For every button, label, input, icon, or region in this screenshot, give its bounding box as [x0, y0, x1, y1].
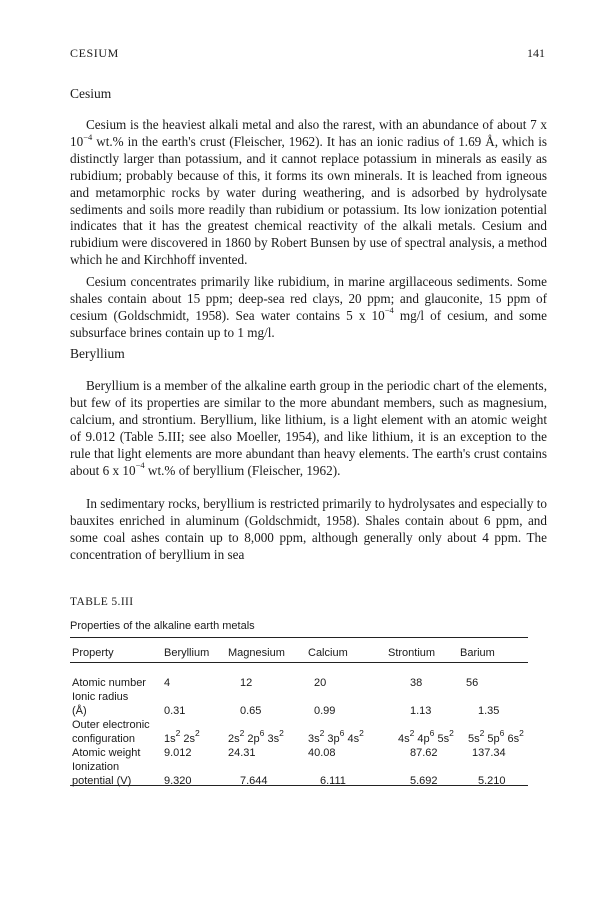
electron-count: 2	[195, 728, 200, 739]
table-cell: 9.012	[164, 747, 192, 759]
orbital: 5p	[484, 733, 500, 745]
table-bottom-rule	[70, 785, 528, 786]
paragraph-text: In sedimentary rocks, beryllium is restricted primarily to hydrolysates and especially to bauxites enriched in aluminum (Goldschmidt, 1958). Shales contain about 6 ppm, and some coal ashes contain up to 8,000 ppm, although generally only about 4 ppm. The concentration of beryllium in sea	[70, 496, 547, 562]
exponent: −4	[384, 305, 394, 316]
table-caption: Properties of the alkaline earth metals	[70, 620, 255, 632]
orbital: 4s	[398, 733, 410, 745]
table-cell: 7.644	[240, 775, 268, 787]
table-cell: 40.08	[308, 747, 336, 759]
table-label: TABLE 5.III	[70, 596, 134, 608]
paragraph-text: wt.% of beryllium (Fleischer, 1962).	[144, 462, 341, 478]
paragraph-text: wt.% in the earth's crust (Fleischer, 1962). It has an ionic radius of 1.69 Å, which is distinctly larger than potassium, and it cannot replace potassium in minerals as easily as rubidium; probably because of this, it forms its own minerals. It is leached from igneous and metamorphic rocks by water during weathering, and is adsorbed by hydrolysate sediments and soils more readily than rubidium or potassium. Its low ionization potential indicates that it has the greatest chemical reactivity of the alkali metals. Cesium and rubidium were discovered in 1860 by Robert Bunsen by use of spectral analysis, a method which he and Kirchhoff invented.	[70, 133, 547, 268]
paragraph-beryllium-1	[70, 378, 547, 479]
column-header: Barium	[460, 647, 495, 659]
paragraph-beryllium-2	[70, 496, 547, 564]
paragraph-cesium-2	[70, 274, 547, 342]
table-row	[70, 760, 528, 788]
electron-count: 2	[239, 728, 245, 739]
table-cell: 56	[466, 677, 479, 689]
table-cell: 20	[314, 677, 327, 689]
exponent: −4	[83, 131, 93, 142]
electron-count: 2	[479, 728, 485, 739]
running-head	[70, 46, 545, 62]
table-cell: 5.210	[478, 775, 506, 787]
section-heading-beryllium: Beryllium	[70, 346, 125, 361]
electron-count: 6	[259, 728, 265, 739]
exponent: −4	[135, 460, 145, 471]
paragraph-text: Cesium is the heaviest alkali metal and also the rarest, with an abundance of about 7 x 10	[70, 117, 547, 149]
table-cell	[226, 718, 306, 746]
electron-count: 2	[519, 728, 524, 739]
orbital: 3s	[264, 733, 280, 745]
table-header-rule	[70, 662, 528, 663]
row-label: configuration	[72, 733, 135, 745]
orbital: 2p	[244, 733, 260, 745]
column-header: Calcium	[308, 647, 348, 659]
electron-count: 2	[359, 728, 364, 739]
column-header: Property	[72, 647, 114, 659]
table-cell: 87.62	[410, 747, 438, 759]
table-row	[70, 690, 528, 718]
table-row	[70, 718, 528, 746]
table-row	[70, 668, 528, 690]
paragraph-text: Beryllium is a member of the alkaline earth group in the periodic chart of the elements, but few of its properties are similar to the more abundant members, such as magnesium, calcium, and strontium. Beryllium, like lithium, is a light element with an atomic weight of 9.012 (Table 5.III; see also Moeller, 1954), and like lithium, it is an exception to the rule that light elements are more abundant than heavy elements. The earth's crust contains about 6 x 10	[70, 378, 547, 478]
table-top-rule	[70, 637, 528, 638]
electron-count: 2	[279, 728, 284, 739]
row-label: (Å)	[72, 705, 87, 717]
table-cell: 137.34	[472, 747, 506, 759]
paragraph-text: Cesium concentrates primarily like rubidium, in marine argillaceous sediments. Some shales contain about 15 ppm; deep-sea red clays, 20 ppm; and glauconite, 15 ppm of cesium (Goldschmidt, 1958). Sea water contains 5 x 10	[70, 274, 547, 323]
table-cell	[458, 718, 528, 746]
column-header: Strontium	[388, 647, 436, 659]
table-cell: 0.99	[314, 705, 336, 717]
table-cell: 5.692	[410, 775, 438, 787]
table-cell: 4	[164, 677, 171, 689]
table-cell: 38	[410, 677, 423, 689]
row-label: Ionic radius	[72, 691, 129, 703]
column-header: Magnesium	[228, 647, 285, 659]
electron-count: 6	[429, 728, 435, 739]
orbital: 1s	[164, 733, 176, 745]
electron-count: 2	[449, 728, 454, 739]
orbital: 2s	[180, 733, 196, 745]
orbital: 4p	[414, 733, 430, 745]
paragraph-cesium-1	[70, 117, 547, 269]
orbital: 3p	[324, 733, 340, 745]
properties-table	[70, 642, 528, 788]
row-label: potential (V)	[72, 775, 132, 787]
paragraph-text: mg/l of cesium, and some subsurface brines contain up to 1 mg/l.	[70, 307, 547, 340]
table-row	[70, 746, 528, 760]
row-label-cell	[70, 760, 162, 788]
page-number: 141	[527, 46, 545, 60]
table-cell: 0.65	[240, 705, 262, 717]
row-label: Outer electronic	[72, 719, 150, 731]
row-label: Atomic weight	[72, 747, 141, 759]
orbital: 2s	[228, 733, 240, 745]
table-cell: 0.31	[164, 705, 186, 717]
table-cell: 6.111	[320, 775, 346, 787]
row-label-cell	[70, 690, 162, 718]
orbital: 5s	[468, 733, 480, 745]
table-cell	[162, 718, 226, 746]
table-cell: 9.320	[164, 775, 192, 787]
row-label-cell	[70, 718, 162, 746]
electron-count: 2	[319, 728, 325, 739]
electron-count: 6	[339, 728, 345, 739]
orbital: 5s	[434, 733, 450, 745]
running-head-title: CESIUM	[70, 46, 119, 60]
table-cell	[306, 718, 386, 746]
section-heading-cesium: Cesium	[70, 86, 112, 101]
row-label: Atomic number	[72, 677, 146, 689]
row-label: Ionization	[72, 761, 120, 773]
table-cell: 1.35	[478, 705, 500, 717]
table-cell	[386, 718, 458, 746]
electron-count: 2	[175, 728, 181, 739]
orbital: 4s	[344, 733, 360, 745]
table-header-row	[70, 642, 528, 668]
orbital: 3s	[308, 733, 320, 745]
orbital: 6s	[504, 733, 520, 745]
table-cell: 1.13	[410, 705, 432, 717]
table-cell: 12	[240, 677, 253, 689]
table-cell: 24.31	[228, 747, 256, 759]
electron-count: 6	[499, 728, 505, 739]
column-header: Beryllium	[164, 647, 210, 659]
electron-count: 2	[409, 728, 415, 739]
